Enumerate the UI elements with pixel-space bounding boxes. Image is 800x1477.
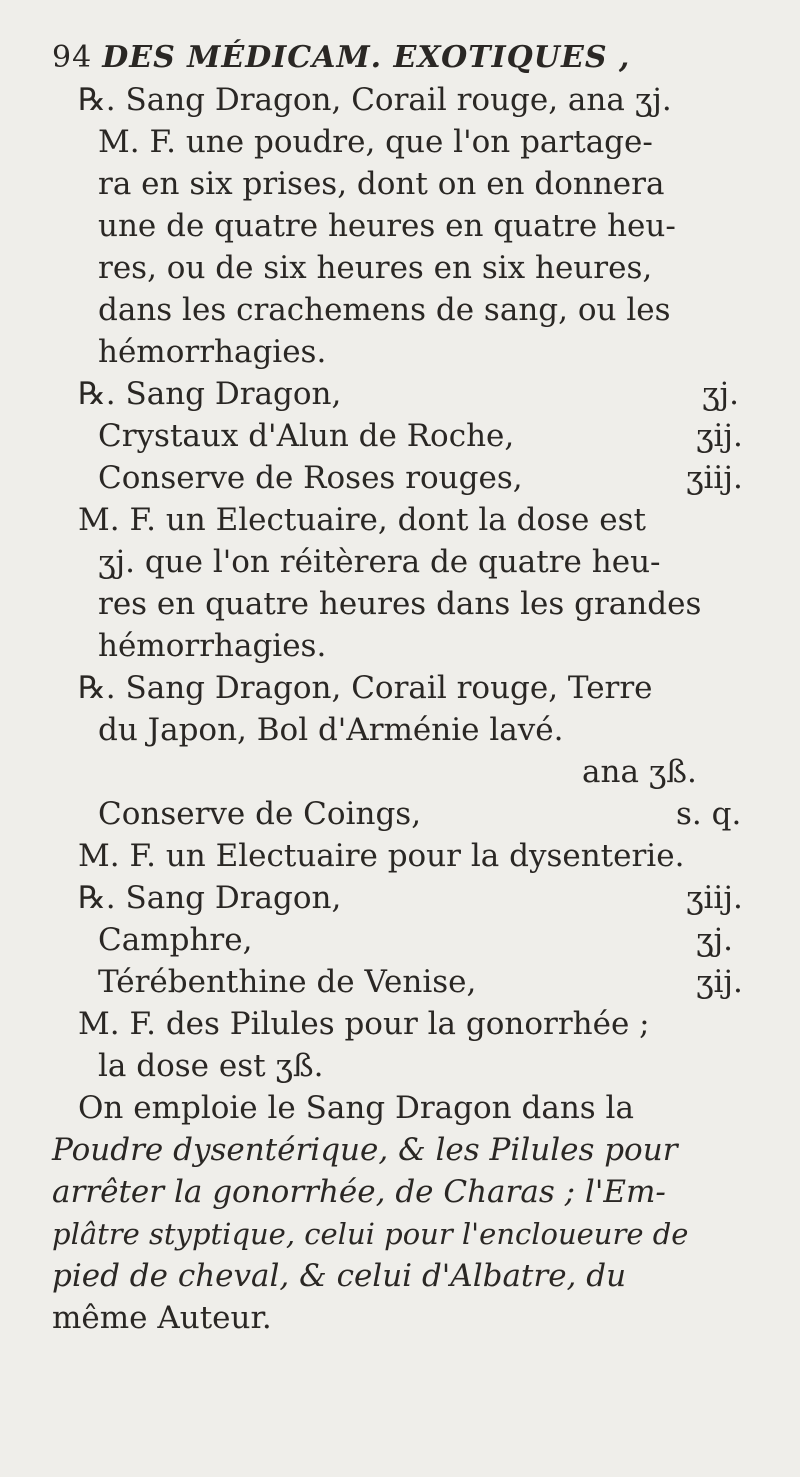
text-line: Poudre dysentérique, & les Pilules pour xyxy=(52,1132,678,1168)
running-header xyxy=(52,40,630,76)
text-line: dans les crachemens de sang, ou les xyxy=(98,292,671,328)
text-line: ℞. Sang Dragon, Corail rouge, Terre xyxy=(78,670,653,706)
text-line: Conserve de Coings, xyxy=(98,796,422,832)
text-line: M. F. un Electuaire pour la dysenterie. xyxy=(78,838,685,874)
text-line: Crystaux d'Alun de Roche, xyxy=(98,418,515,454)
text-line: ʒj. que l'on réitèrera de quatre heu- xyxy=(98,544,661,580)
running-title: DES MÉDICAM. EXOTIQUES , xyxy=(102,40,631,75)
text-line: ℞. Sang Dragon, xyxy=(78,376,342,412)
text-line: la dose est ʒß. xyxy=(98,1048,324,1084)
text-line: M. F. des Pilules pour la gonorrhée ; xyxy=(78,1006,650,1042)
text-line: res en quatre heures dans les grandes xyxy=(98,586,702,622)
text-line: hémorrhagies. xyxy=(98,628,327,664)
dose-value: ʒij. xyxy=(696,964,743,1000)
dose-value: ʒiij. xyxy=(686,460,743,496)
text-line: On emploie le Sang Dragon dans la xyxy=(78,1090,634,1126)
dose-value: ʒij. xyxy=(696,418,743,454)
text-line: M. F. un Electuaire, dont la dose est xyxy=(78,502,646,538)
dose-value: ʒj. xyxy=(702,376,739,412)
text-line: hémorrhagies. xyxy=(98,334,327,370)
dose-value: ʒj. xyxy=(696,922,733,958)
dose-value: s. q. xyxy=(676,796,742,832)
text-line: Camphre, xyxy=(98,922,253,958)
text-line: arrêter la gonorrhée, de Charas ; l'Em- xyxy=(52,1174,666,1210)
text-line: M. F. une poudre, que l'on partage- xyxy=(98,124,653,160)
text-line: ℞. Sang Dragon, xyxy=(78,880,342,916)
text-line: même Auteur. xyxy=(52,1300,272,1336)
text-line: ℞. Sang Dragon, Corail rouge, ana ʒj. xyxy=(78,82,672,118)
text-line: pied de cheval, & celui d'Albatre, du xyxy=(52,1258,627,1294)
text-line: res, ou de six heures en six heures, xyxy=(98,250,653,286)
text-line: Conserve de Roses rouges, xyxy=(98,460,523,496)
text-line: Térébenthine de Venise, xyxy=(98,964,477,1000)
text-line: ra en six prises, dont on en donnera xyxy=(98,166,665,202)
page-number: 94 xyxy=(52,40,93,75)
dose-value: ana ʒß. xyxy=(582,754,697,790)
text-line: du Japon, Bol d'Arménie lavé. xyxy=(98,712,564,748)
dose-value: ʒiij. xyxy=(686,880,743,916)
text-line: une de quatre heures en quatre heu- xyxy=(98,208,676,244)
text-line: plâtre styptique, celui pour l'encloueure de xyxy=(52,1217,689,1251)
